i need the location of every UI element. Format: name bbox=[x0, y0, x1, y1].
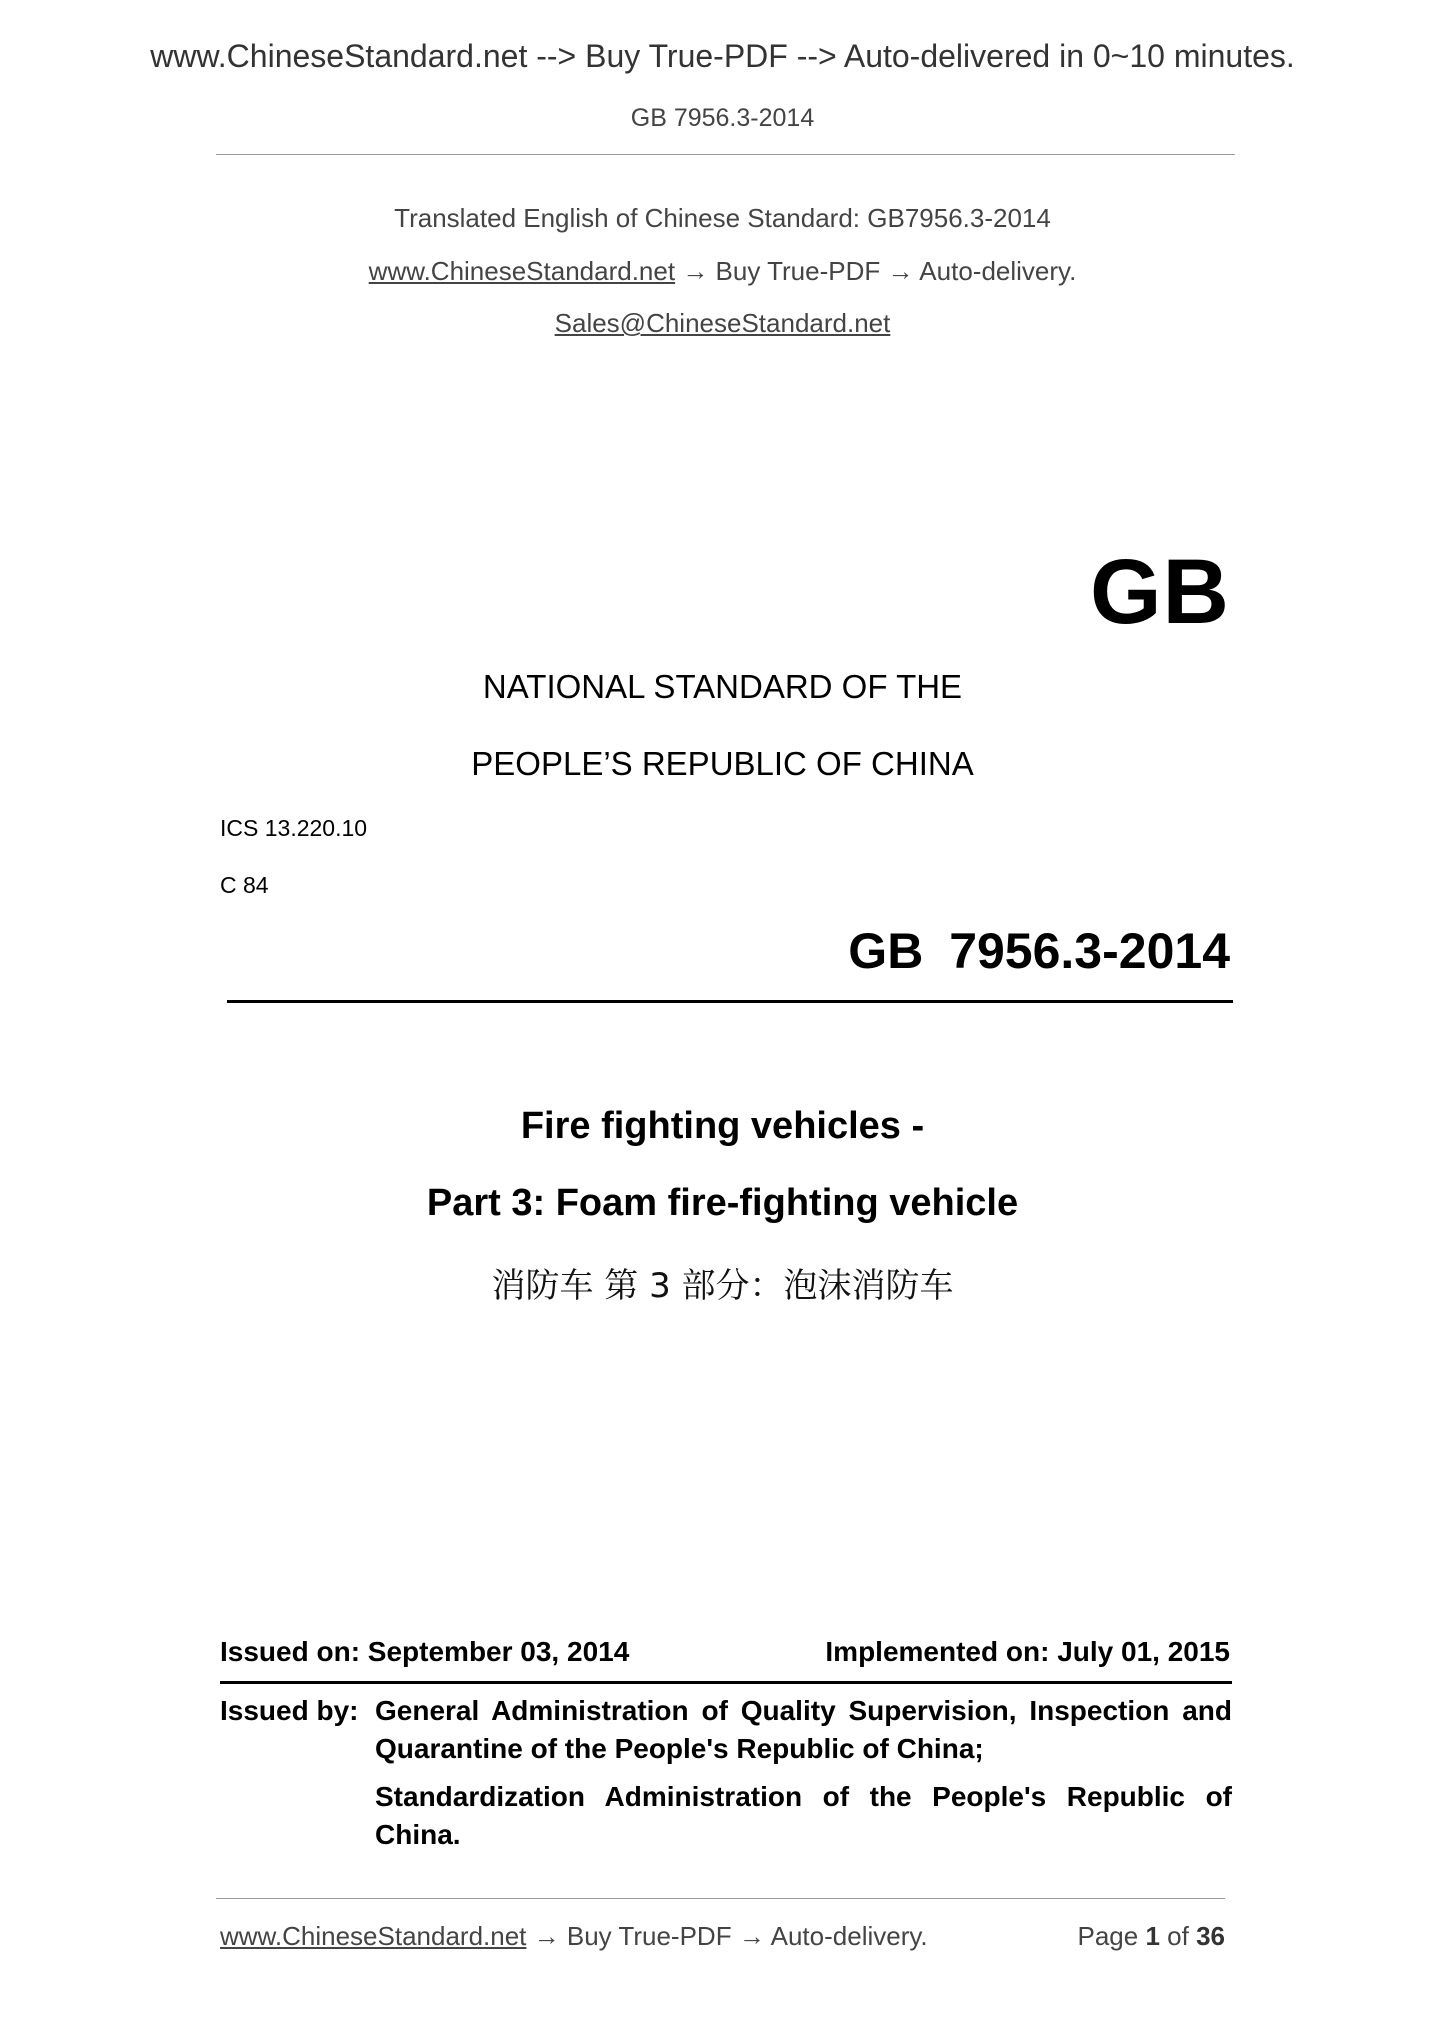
page-indicator bbox=[1077, 1921, 1225, 1952]
issued-on: Issued on: September 03, 2014 bbox=[220, 1636, 630, 1667]
auto-delivery-text: Auto-delivery. bbox=[919, 256, 1077, 286]
title-chinese: 消防车 第 3 部分：泡沫消防车 bbox=[491, 1266, 954, 1306]
national-standard-line2: PEOPLE’S REPUBLIC OF CHINA bbox=[471, 745, 974, 782]
national-standard-line1: NATIONAL STANDARD OF THE bbox=[482, 668, 963, 705]
arrow-icon: → bbox=[533, 1921, 560, 1951]
arrow-icon: → bbox=[887, 256, 914, 286]
standard-number: GB 7956.3-2014 bbox=[848, 923, 1230, 979]
issuer-2: Standardization Administration of the People's Republic of China. bbox=[375, 1781, 1232, 1850]
footer-auto-text: Auto-delivery. bbox=[770, 1921, 928, 1951]
footer-buy-text: Buy True-PDF bbox=[566, 1921, 732, 1951]
email-row bbox=[0, 308, 1445, 339]
arrow-icon: → bbox=[682, 256, 709, 286]
of-word: of bbox=[1167, 1921, 1189, 1951]
issue-divider bbox=[220, 1681, 1232, 1684]
buy-text: Buy True-PDF bbox=[715, 256, 881, 286]
top-banner: www.ChineseStandard.net --> Buy True-PDF --> Auto-delivered in 0~10 minutes. bbox=[150, 38, 1295, 74]
page-number: 1 bbox=[1145, 1921, 1160, 1951]
translated-notice: Translated English of Chinese Standard: GB7956.3-2014 bbox=[394, 203, 1051, 233]
implemented-on: Implemented on: July 01, 2015 bbox=[825, 1636, 1230, 1667]
arrow-icon: → bbox=[738, 1921, 765, 1951]
issuer-1: General Administration of Quality Supervision, Inspection and Quarantine of the People's Republic of China; bbox=[375, 1695, 1232, 1764]
ccs-code: C 84 bbox=[220, 872, 269, 898]
gb-logo: GB bbox=[1090, 541, 1230, 643]
page-word: Page bbox=[1077, 1921, 1139, 1951]
footer-site-link[interactable]: www.ChineseStandard.net bbox=[220, 1921, 527, 1951]
ics-code: ICS 13.220.10 bbox=[220, 815, 368, 841]
promo-link-row bbox=[0, 256, 1445, 287]
site-link[interactable]: www.ChineseStandard.net bbox=[368, 256, 676, 286]
header-doc-id: GB 7956.3-2014 bbox=[630, 104, 815, 132]
title-line2: Part 3: Foam fire-fighting vehicle bbox=[426, 1182, 1019, 1224]
page-total: 36 bbox=[1196, 1921, 1225, 1951]
footer-link-row bbox=[220, 1921, 928, 1952]
header-divider bbox=[216, 154, 1235, 155]
title-line1: Fire fighting vehicles - bbox=[520, 1105, 925, 1147]
issued-by-label: Issued by: bbox=[220, 1695, 359, 1726]
footer-divider bbox=[216, 1898, 1225, 1899]
standard-divider bbox=[227, 1000, 1233, 1003]
email-link[interactable]: Sales@ChineseStandard.net bbox=[554, 308, 891, 338]
issued-by-block bbox=[220, 1692, 1232, 1864]
